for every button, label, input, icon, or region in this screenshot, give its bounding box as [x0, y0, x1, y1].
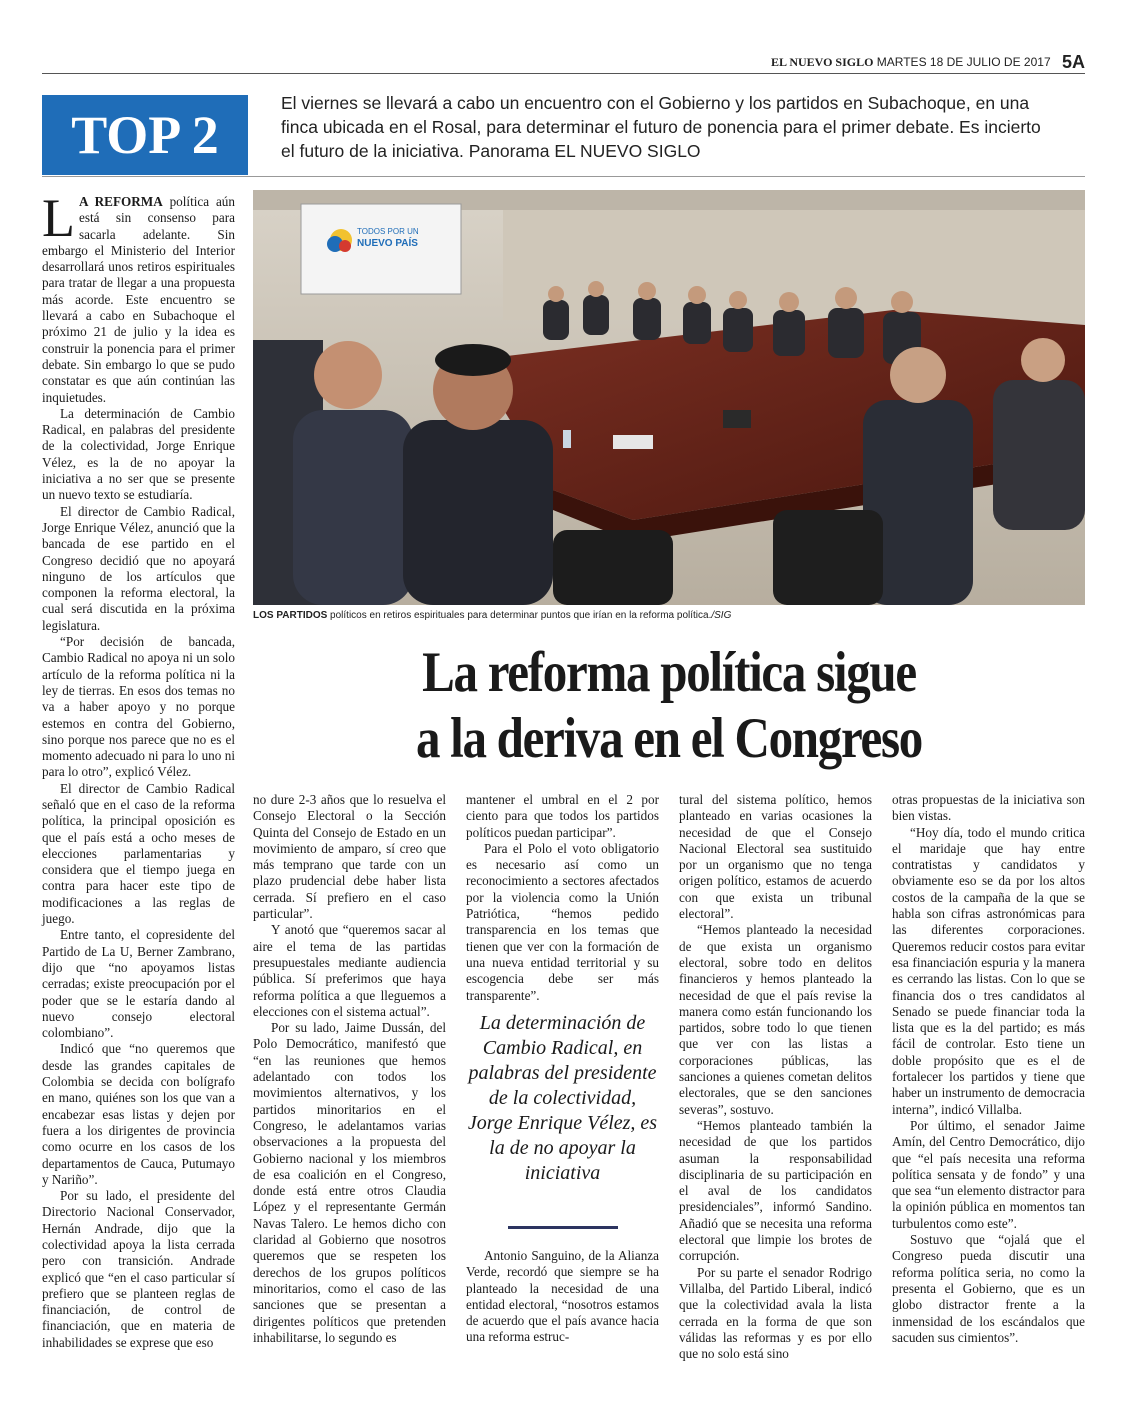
paragraph: La determinación de Cambio Radical, en palabras del presidente de la colectividad, Jorge Enrique Vélez, es la de no apoyar la iniciativa a no ser que se presente un nuevo texto se estudiaría. [42, 405, 235, 503]
paragraph: Por último, el senador Jaime Amín, del Centro Democrático, dijo que “el país necesita una reforma política sensata y de fondo” y una que sea “un elemento distractor para la opinión pública en momentos tan turbulentos como este”. [892, 1117, 1085, 1231]
article-column-3-lower [466, 1248, 659, 1346]
paragraph: Antonio Sanguino, de la Alianza Verde, recordó que siempre se ha planteado la necesidad de una entidad electoral, “nosotros estamos de acuerdo que el país avance hacia una reforma estruc- [466, 1248, 659, 1345]
headline [311, 640, 1027, 772]
headline-line-1: La reforma política sigue [422, 641, 916, 704]
paragraph: “Hemos planteado la necesidad de que exista un organismo electoral, sobre todo en delitos financieros y hemos planteado la necesidad de que el país revise la manera como están funcionando los partidos, sobre todo lo que tienen que ver con las listas a corporaciones públicas, las sanciones a quienes cometan delitos electorales, que se den sanciones severas”, sostuvo. [679, 922, 872, 1117]
publication-name: EL NUEVO SIGLO [770, 55, 874, 69]
paragraph: El director de Cambio Radical, Jorge Enrique Vélez, anunció que la bancada de ese partido en el Congreso decidió que no apoyará ninguno de los artículos que componen la reforma electoral, la cual será discutida en la próxima legislatura. [42, 503, 235, 633]
photo-caption [253, 609, 1085, 623]
caption-lead-in: LOS PARTIDOS [253, 610, 328, 621]
caption-text: políticos en retiros espirituales para determinar puntos que irían en la reforma política. [327, 610, 712, 621]
lead-in-words: A REFORMA [79, 194, 163, 209]
paragraph: Por su lado, Jaime Dussán, del Polo Democrático, manifestó que “en las reuniones que hemos adelantado con todos los movimientos alternativos, y los partidos minoritarios en el Congreso, le adelantamos varias observaciones a la propuesta del Gobierno nacional y los miembros de esa coalición en el Congreso, donde está entre otros Claudia López y el representante Germán Navas Talero. Le hemos dicho con claridad al Gobierno que nosotros queremos que se respeten los derechos de los grupos políticos minoritarios, como el caso de las sanciones que se presentan a dirigentes políticos que pretenden inhabilitarse, lo segundo es [253, 1020, 446, 1345]
paragraph: “Hoy día, todo el mundo critica el maridaje que hay entre contratistas y candidatos y obviamente eso se da por los altos costos de la campaña de la que se habla son cifras astronómicas para las diferentes corporaciones. Queremos reducir costos para evitar esa financiación espuria y la manera es cerrando las listas. Con lo que se financia dos o tres candidatos al Senado se puede financiar toda la lista que es la del partido; es más fácil de controlar. Esto tiene un doble propósito que es el de fortalecer los partidos y tiene que haber un instrumento de democracia interna”, indicó Villalba. [892, 824, 1085, 1117]
meeting-photo [253, 190, 1085, 605]
article-column-1 [42, 188, 235, 1351]
paragraph: Por su lado, el presidente del Directorio Nacional Conservador, Hernán Andrade, dijo que la colectividad apoya la lista cerrada pero con transición. Andrade explicó que “en el caso particular sí prefiero que se planteen reglas de financiación, de control de financiación, que en materia de inhabilidades se exprese que eso [42, 1188, 235, 1350]
article-column-4 [679, 792, 872, 1362]
paragraph-continued: no dure 2-3 años que lo resuelva el Consejo Electoral o la Sección Quinta del Consejo de Estado en un movimiento de amparo, sí creo que más temprano que tarde con un plazo prudencial debe haber lista cerrada. Sí prefiero en el caso particular”. [253, 792, 446, 922]
paragraph: Y anotó que “queremos sacar al aire el tema de las partidas presupuestales mediante audiencia pública. Sí preferimos que haya reforma política a que lleguemos a elecciones con el sistema actual”. [253, 922, 446, 1019]
screen-slogan-2: NUEVO PAÍS [357, 238, 418, 249]
paragraph: Entre tanto, el copresidente del Partido de La U, Berner Zambrano, dijo que “no apoyamos listas cerradas; existe preocupación por el poder que se le estaría dando al nuevo consejo electoral colombiano”. [42, 927, 235, 1041]
article-column-3 [466, 792, 659, 1004]
article-column-2 [253, 792, 446, 1346]
paragraph: El director de Cambio Radical señaló que en el caso de la reforma política, la principal oposición es que el país está a ocho meses de elecciones parlamentarias y considera que el tiempo juega en contra para hacer este tipo de modificaciones a las reglas de juego. [42, 780, 235, 927]
drop-cap: L [42, 188, 75, 248]
photo-credit: /SIG [711, 610, 732, 621]
paragraph: “Por decisión de bancada, Cambio Radical no apoya ni un solo artículo de la reforma política ni la ley de tierras. En esos dos temas no va a haber apoyo y no porque estemos en contra del Gobierno, sino porque nos parece que no es el momento adecuado ni para lo uno ni para lo otro”, explicó Vélez. [42, 634, 235, 780]
paragraph: Indicó que “no queremos que desde las grandes capitales de Colombia se decida con bolígrafo en mano, quiénes son los que van a encabezar esas listas y dejen por fuera a los dirigentes de provincia como ocurre en los casos de los departamentos de Cauca, Putumayo y Nariño”. [42, 1041, 235, 1187]
paragraph: Para el Polo el voto obligatorio es necesario así como un reconocimiento a sectores afectados por la violencia como la Unión Patriótica, “hemos pedido transparencia en los temas que tienen que ver con la formación de una nueva entidad territorial y su escogencia debe ser más transparente”. [466, 840, 659, 1003]
article-deck: El viernes se llevará a cabo un encuentro con el Gobierno y los partidos en Subachoque, en una finca ubicada en el Rosal, para determinar el futuro de ponencia para el primer debate. Es incierto el futuro de la iniciativa. Panorama EL NUEVO SIGLO [281, 93, 1041, 161]
issue-date: MARTES 18 DE JULIO DE 2017 [876, 55, 1051, 69]
screen-slogan-1: TODOS POR UN [357, 227, 419, 236]
paragraph: Sostuvo que “ojalá que el Congreso pueda discutir una reforma política seria, no como la presenta el Gobierno, que es un globo distractor frente a la inmensidad de los escándalos que sacuden sus cimientos”. [892, 1232, 1085, 1345]
paragraph-continued: tural del sistema político, hemos planteado en varias ocasiones la necesidad de que el Consejo Nacional Electoral sea sustituido por un organismo que no tenga origen político, estamos de acuerdo con que exista un tribunal electoral”. [679, 792, 872, 922]
article-column-5 [892, 792, 1085, 1346]
page-header [42, 53, 1085, 74]
section-tag: TOP 2 [42, 95, 248, 175]
article-photo [253, 190, 1085, 605]
divider [42, 176, 1085, 177]
headline-line-2: a la deriva en el Congreso [415, 707, 923, 770]
article-first-paragraph [42, 188, 235, 406]
pull-quote: La determinación de Cambio Radical, en palabras del presidente de la colectividad, Jorge Enrique Vélez, es la de no apoyar la iniciativa [467, 1012, 658, 1184]
page-number: 5A [1061, 52, 1085, 72]
paragraph-continued: otras propuestas de la iniciativa son bien vistas. [892, 792, 1085, 824]
pull-quote-rule [508, 1226, 618, 1229]
first-paragraph-text: política aún está sin consenso para sacarla adelante. Sin embargo el Ministerio del Interior desarrollará unos retiros espirituales para tratar de llegar a una propuesta más acorde. Este encuentro se llevará a cabo en Subachoque el próximo 21 de julio y la idea es construir la ponencia para el primer debate. Sin embargo lo que se pudo constatar es que aún continúan las inquietudes. [42, 194, 235, 405]
paragraph: Por su parte el senador Rodrigo Villalba, del Partido Liberal, indicó que la colectividad avala la lista cerrada en la forma de que son válidas las reformas y es por ello que no solo está sino [679, 1264, 872, 1362]
paragraph-continued: mantener el umbral en el 2 por ciento para que todos los partidos políticos puedan participar”. [466, 792, 659, 840]
paragraph: “Hemos planteado también la necesidad de que los partidos asuman la responsabilidad disciplinaria de su participación en el aval de los candidatos presidenciales”, informó Sandino. Añadió que se necesita una reforma electoral que limpie los brotes de corrupción. [679, 1117, 872, 1264]
